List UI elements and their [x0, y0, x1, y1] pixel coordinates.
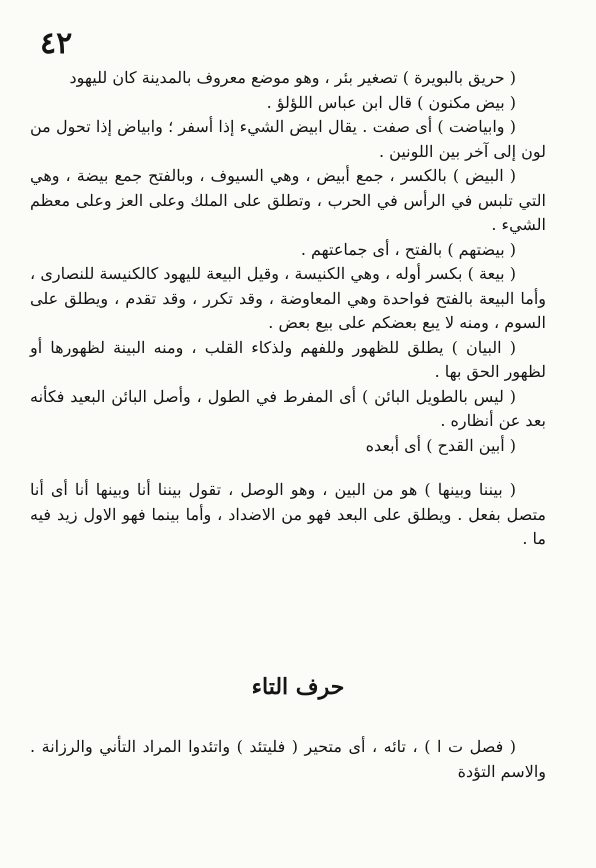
entry-paragraph: ( حريق بالبويرة ) تصغير بئر ، وهو موضع معروف بالمدينة كان لليهود: [69, 68, 516, 87]
entry-paragraph: ( بيننا وبينها ) هو من البين ، وهو الوصل ، تقول بيننا أنا وبينها أنا أى أنا متصل بفعل . ويطلق على البعد فهو من الاضداد ، وأما بينما فهو الاول زيد فيه ما .: [30, 480, 546, 548]
entry-paragraph: ( بيعة ) بكسر أوله ، وهي الكنيسة ، وقيل البيعة لليهود كالكنيسة للنصارى ، وأما البيعة بالفتح فواحدة وهي المعاوضة ، وقد تكرر ، وقد تقدم ، ويطلق على السوم ، ومنه لا يبع بعضكم على بيع بعض .: [30, 264, 546, 332]
entry-paragraph: ( ليس بالطويل البائن ) أى المفرط في الطول ، وأصل البائن البعيد فكأنه بعد عن أنظاره .: [30, 386, 546, 430]
entry-paragraph: ( بيضتهم ) بالفتح ، أى جماعتهم .: [300, 239, 516, 259]
dictionary-entries: [30, 66, 546, 552]
entry-paragraph: ( وابياضت ) أى صفت . يقال ابيض الشيء إذا أسفر ؛ وابياض إذا تحول من لون إلى آخر بين اللونين .: [30, 117, 546, 161]
page-number: ٤٢: [40, 26, 73, 61]
entry-paragraph: ( البيان ) يطلق للظهور وللفهم ولذكاء القلب ، ومنه البينة لظهورها أو لظهور الحق بها .: [30, 337, 546, 381]
section-heading: حرف التاء: [251, 674, 345, 700]
entry-paragraph: ( أبين القدح ) أى أبعده: [365, 435, 516, 455]
section-entries: [30, 734, 546, 784]
entry-paragraph: ( فصل ت ا ) ، تائه ، أى متحير ( فليتئد ) واتئدوا المراد التأني والرزانة . والاسم التؤدة: [30, 737, 546, 781]
entry-paragraph: ( بيض مكنون ) قال ابن عباس اللؤلؤ .: [266, 92, 516, 112]
entry-paragraph: ( البيض ) بالكسر ، جمع أبيض ، وهي السيوف ، وبالفتح جمع بيضة ، وهي التي تلبس في الرأس في الحرب ، وتطلق على الملك وعلى العز وعلى معظم الشيء .: [30, 166, 546, 234]
